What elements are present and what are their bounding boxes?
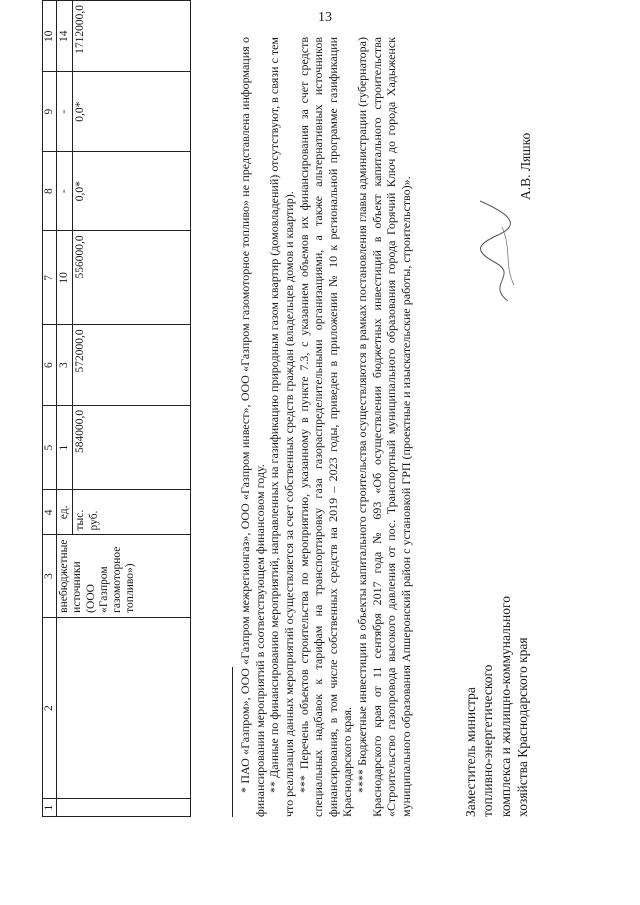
handwritten-signature — [468, 195, 524, 305]
value-cell: 584000,0 — [73, 405, 191, 489]
footnote-divider — [232, 667, 233, 817]
footnote: * ПАО «Газпром», ООО «Газпром межрегионгаз», ООО «Газпром инвест», ООО «Газпром газомоторное топливо» не представлена информация о финансировании мероприятий в соответствующем финансовом году. — [238, 37, 267, 817]
funding-table — [42, 0, 191, 817]
column-number: 6 — [43, 325, 57, 406]
footnote: *** Перечень объектов строительства по мероприятию, указанному в пункте 7.3, с указанием объемов их финансирования за счет средств специальных надбавок к тарифам на транспортировку газа газораспределительными организациями, а также альтернативных источников финансирования, в том числе собственных средств на 2019 – 2023 годы, приведен в приложении № 10 к региональной программе газификации Краснодарского края. — [296, 37, 355, 817]
footnote: **** Бюджетные инвестиции в объекты капитального строительства осуществляются в рамках постановления главы администрации (губернатора) Краснодарского края от 11 сентября 2017 года № 693 «Об осуществлении бюджетных инвестиций в объект капитального строительства «Строительство газопровода высокого давления от пос. Транспортный муниципального образования города Горячий Ключ до города Хадыженск муниципального образования Апшеронский район с установкой ГРП (проектные и изыскательские работы, строительство)». — [355, 37, 413, 817]
footnote: ** Данные по финансированию мероприятий, направленных на газификацию природным газом квартир (домовладений) отсутствуют, в связи с тем что реализация данных мероприятий осуществляется за счет собственных средств граждан (владельцев домов и квартир). — [267, 37, 296, 817]
table-cell: 10 — [57, 231, 73, 325]
footnotes — [238, 37, 414, 817]
table-cell: 14 — [57, 1, 73, 72]
signer-position-line: топливно-энергетического — [480, 664, 496, 817]
table-header-row — [43, 1, 57, 817]
column-number: 10 — [43, 1, 57, 72]
value-cell: 0,0* — [73, 151, 191, 231]
column-number: 9 — [43, 72, 57, 152]
unit-cell: тыс. руб. — [73, 490, 191, 535]
signer-position-line: Заместитель министра — [463, 687, 478, 817]
table-cell — [57, 617, 191, 799]
table-cell: - — [57, 72, 73, 152]
table-cell: 1 — [57, 405, 73, 489]
table-cell — [57, 799, 191, 817]
column-number: 1 — [43, 799, 57, 817]
column-number: 4 — [43, 490, 57, 535]
page-number: 13 — [318, 10, 332, 25]
table-row — [57, 1, 73, 817]
column-number: 7 — [43, 231, 57, 325]
column-number: 2 — [43, 617, 57, 799]
value-cell: 0,0* — [73, 72, 191, 152]
unit-label-cell: ед. — [57, 490, 73, 535]
value-cell: 556000,0 — [73, 231, 191, 325]
signer-name: А.В. Ляшко — [518, 132, 533, 200]
column-number: 5 — [43, 405, 57, 489]
table-cell: - — [57, 151, 73, 231]
column-number: 3 — [43, 535, 57, 617]
value-cell: 572000,0 — [73, 325, 191, 406]
funding-source-cell: внебюджетные источники (ООО «Газпром газомоторное топливо») — [57, 535, 191, 617]
signer-position-line: комплекса и жилищно-коммунального — [497, 596, 513, 817]
signer-position-line: хозяйства Краснодарского края — [514, 637, 530, 817]
total-cell: 1712000,0 — [73, 1, 191, 72]
column-number: 8 — [43, 151, 57, 231]
table-cell: 3 — [57, 325, 73, 406]
